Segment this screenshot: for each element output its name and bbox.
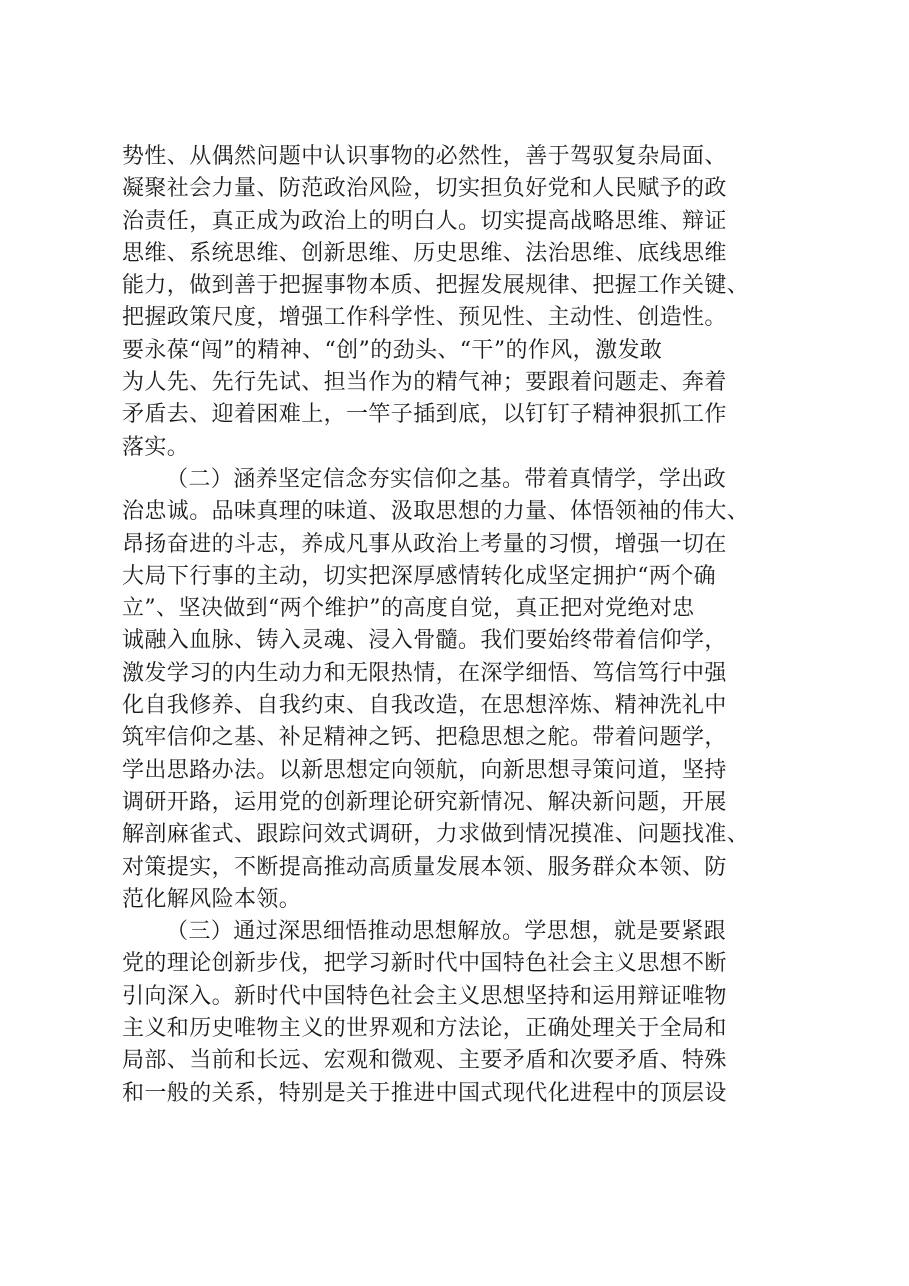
text-line: 大局下行事的主动，切实把深厚感情转化成坚定拥护“两个确: [122, 563, 717, 589]
text-line: 立”、坚决做到“两个维护”的高度自觉，真正把对党绝对忠: [122, 596, 695, 622]
text-line: 治忠诚。品味真理的味道、汲取思想的力量、体悟领袖的伟大、: [122, 499, 750, 525]
paragraph-heading-line: （三）通过深思细悟推动思想解放。学思想，就是要紧跟: [166, 919, 727, 945]
text-line: 思维、系统思维、创新思维、历史思维、法治思维、底线思维: [122, 240, 727, 266]
text-line: 矛盾去、迎着困难上，一竿子插到底，以钉钉子精神狠抓工作: [122, 402, 727, 428]
paragraph-heading-line: （二）涵养坚定信念夯实信仰之基。带着真情学，学出政: [166, 466, 727, 492]
text-line: 化自我修养、自我约束、自我改造，在思想淬炼、精神洗礼中: [122, 693, 727, 719]
text-line: 解剖麻雀式、跟踪问效式调研，力求做到情况摸准、问题找准、: [122, 822, 750, 848]
text-line: 昂扬奋进的斗志，养成凡事从政治上考量的习惯，增强一切在: [122, 531, 727, 557]
text-line: 凝聚社会力量、防范政治风险，切实担负好党和人民赋予的政: [122, 176, 727, 202]
text-line: 党的理论创新步伐，把学习新时代中国特色社会主义思想不断: [122, 951, 727, 977]
text-line: 治责任，真正成为政治上的明白人。切实提高战略思维、辩证: [122, 208, 727, 234]
text-line: 诚融入血脉、铸入灵魂、浸入骨髓。我们要始终带着信仰学，: [122, 628, 727, 654]
document-body: [122, 141, 812, 1110]
text-line: 对策提实，不断提高推动高质量发展本领、服务群众本领、防: [122, 854, 727, 880]
text-line: 主义和历史唯物主义的世界观和方法论，正确处理关于全局和: [122, 1016, 727, 1042]
text-line: 局部、当前和长远、宏观和微观、主要矛盾和次要矛盾、特殊: [122, 1048, 727, 1074]
text-line: 为人先、先行先试、担当作为的精气神；要跟着问题走、奔着: [122, 370, 727, 396]
text-line: 学出思路办法。以新思想定向领航，向新思想寻策问道，坚持: [122, 757, 727, 783]
text-line: 落实。: [122, 434, 190, 460]
text-line: 要永葆“闯”的精神、“创”的劲头、“干”的作风，激发敢: [122, 337, 663, 363]
text-line: 把握政策尺度，增强工作科学性、预见性、主动性、创造性。: [122, 305, 727, 331]
text-line: 能力，做到善于把握事物本质、把握发展规律、把握工作关键、: [122, 273, 750, 299]
text-line: 筑牢信仰之基、补足精神之钙、把稳思想之舵。带着问题学，: [122, 725, 727, 751]
text-line: 和一般的关系，特别是关于推进中国式现代化进程中的顶层设: [122, 1080, 727, 1106]
text-line: 势性、从偶然问题中认识事物的必然性，善于驾驭复杂局面、: [122, 144, 727, 169]
text-line: 调研开路，运用党的创新理论研究新情况、解决新问题，开展: [122, 789, 727, 815]
text-line: 范化解风险本领。: [122, 886, 302, 912]
text-line: 激发学习的内生动力和无限热情，在深学细悟、笃信笃行中强: [122, 660, 727, 686]
text-line: 引向深入。新时代中国特色社会主义思想坚持和运用辩证唯物: [122, 983, 727, 1009]
